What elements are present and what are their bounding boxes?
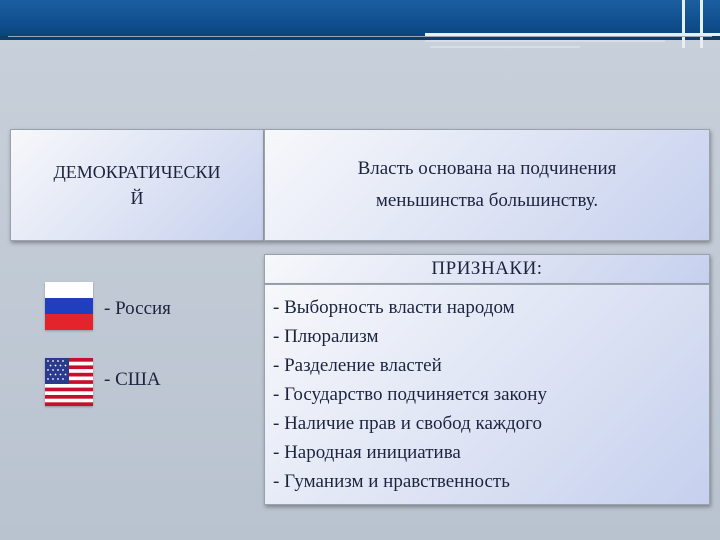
feature-item: - Наличие прав и свобод каждого bbox=[273, 413, 542, 434]
slide-frame-line bbox=[8, 36, 712, 37]
regime-type-line-2: Й bbox=[130, 188, 144, 208]
feature-item: - Плюрализм bbox=[273, 326, 379, 347]
top-banner bbox=[0, 0, 720, 36]
definition-line-2: меньшинства большинству. bbox=[375, 190, 599, 211]
decorative-line bbox=[700, 0, 703, 48]
feature-item: - Разделение властей bbox=[273, 355, 442, 376]
feature-item: - Гуманизм и нравственность bbox=[273, 471, 510, 492]
feature-item: - Выборность власти народом bbox=[273, 297, 515, 318]
feature-item: - Народная инициатива bbox=[273, 442, 461, 463]
country-label-usa: - США bbox=[104, 369, 161, 390]
country-label-russia: - Россия bbox=[104, 298, 171, 319]
regime-type-box bbox=[10, 129, 264, 241]
feature-item: - Государство подчиняется закону bbox=[273, 384, 547, 405]
features-list bbox=[264, 284, 710, 505]
usa-flag-icon bbox=[45, 358, 93, 406]
definition-box bbox=[264, 129, 710, 241]
regime-type-line-1: ДЕМОКРАТИЧЕСКИ bbox=[53, 162, 221, 182]
decorative-line bbox=[425, 40, 665, 42]
decorative-line bbox=[682, 0, 685, 48]
features-heading: ПРИЗНАКИ: bbox=[264, 254, 710, 284]
decorative-line bbox=[430, 46, 580, 48]
russia-flag-icon bbox=[45, 282, 93, 330]
definition-line-1: Власть основана на подчинения bbox=[357, 158, 617, 179]
